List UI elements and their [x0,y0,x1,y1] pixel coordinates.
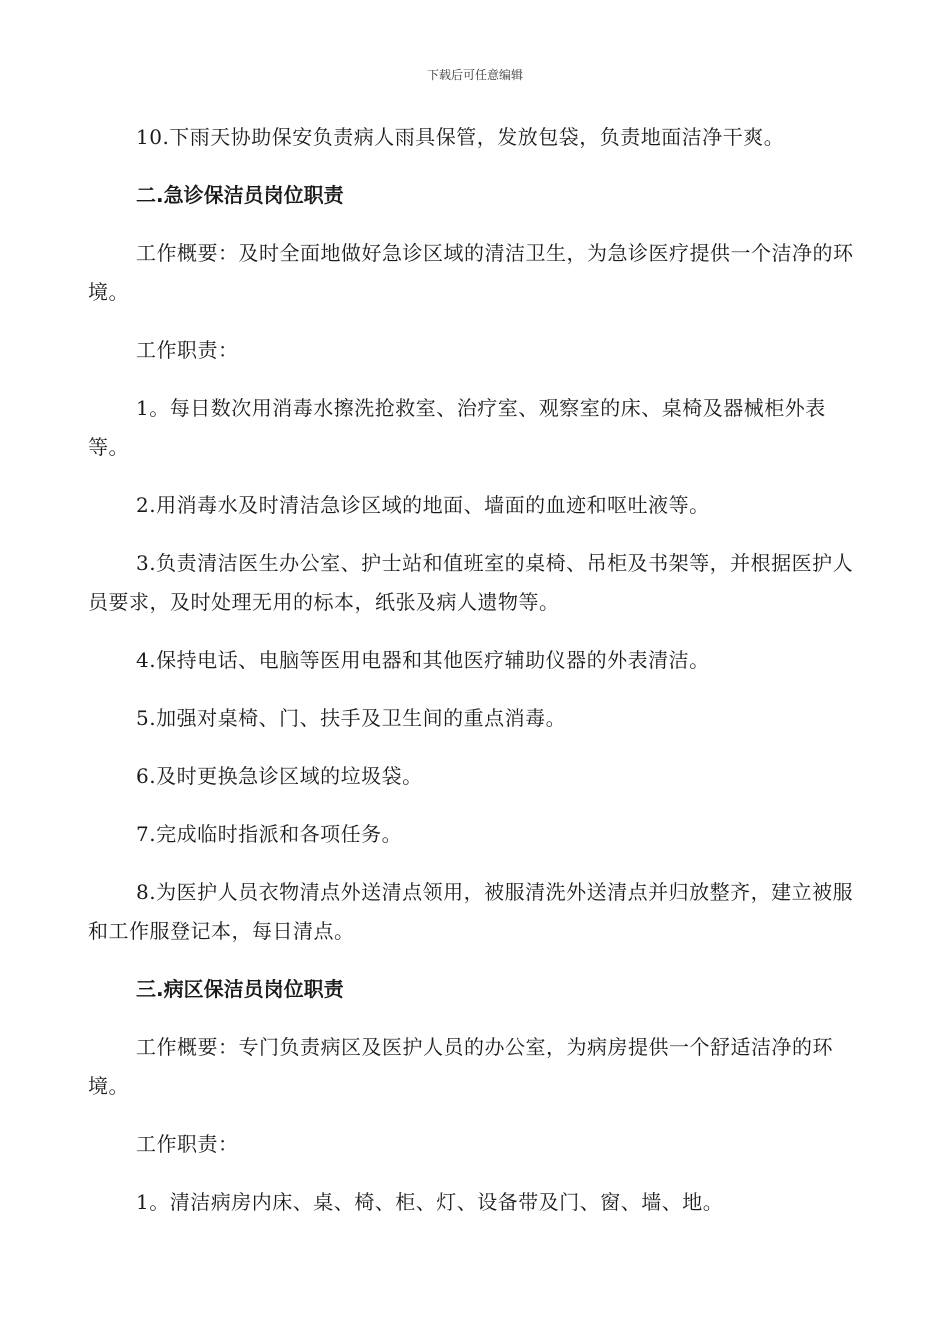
paragraph-rain-duty: 10.下雨天协助保安负责病人雨具保管，发放包袋，负责地面洁净干爽。 [136,125,785,149]
paragraph-ward-duties-label: 工作职责： [136,1132,239,1156]
paragraph-duty-5: 5.加强对桌椅、门、扶手及卫生间的重点消毒。 [136,706,567,730]
document-body [88,118,863,1222]
page-header-note: 下载后可任意编辑 [426,68,523,82]
paragraph-ward-duty-1: 1。清洁病房内床、桌、椅、柜、灯、设备带及门、窗、墙、地。 [136,1190,724,1214]
paragraph-duty-1: 1。每日数次用消毒水擦洗抢救室、治疗室、观察室的床、桌椅及器械柜外表等。 [88,396,826,459]
paragraph-duty-8: 8.为医护人员衣物清点外送清点领用，被服清洗外送清点并归放整齐，建立被服和工作服登记本，每日清点。 [88,880,854,943]
paragraph-emergency-overview: 工作概要：及时全面地做好急诊区域的清洁卫生，为急诊医疗提供一个洁净的环境。 [88,241,854,304]
section-heading-ward: 三.病区保洁员岗位职责 [136,977,344,1001]
paragraph-ward-overview: 工作概要：专门负责病区及医护人员的办公室，为病房提供一个舒适洁净的环境。 [88,1035,833,1098]
paragraph-duty-6: 6.及时更换急诊区域的垃圾袋。 [136,764,423,788]
paragraph-duty-7: 7.完成临时指派和各项任务。 [136,822,403,846]
paragraph-duty-2: 2.用消毒水及时清洁急诊区域的地面、墙面的血迹和呕吐液等。 [136,493,710,517]
paragraph-duty-3: 3.负责清洁医生办公室、护士站和值班室的桌椅、吊柜及书架等，并根据医护人员要求，及时处理无用的标本，纸张及病人遗物等。 [88,551,854,614]
paragraph-duties-label: 工作职责： [136,338,239,362]
paragraph-duty-4: 4.保持电话、电脑等医用电器和其他医疗辅助仪器的外表清洁。 [136,648,710,672]
section-heading-emergency: 二.急诊保洁员岗位职责 [136,183,344,207]
